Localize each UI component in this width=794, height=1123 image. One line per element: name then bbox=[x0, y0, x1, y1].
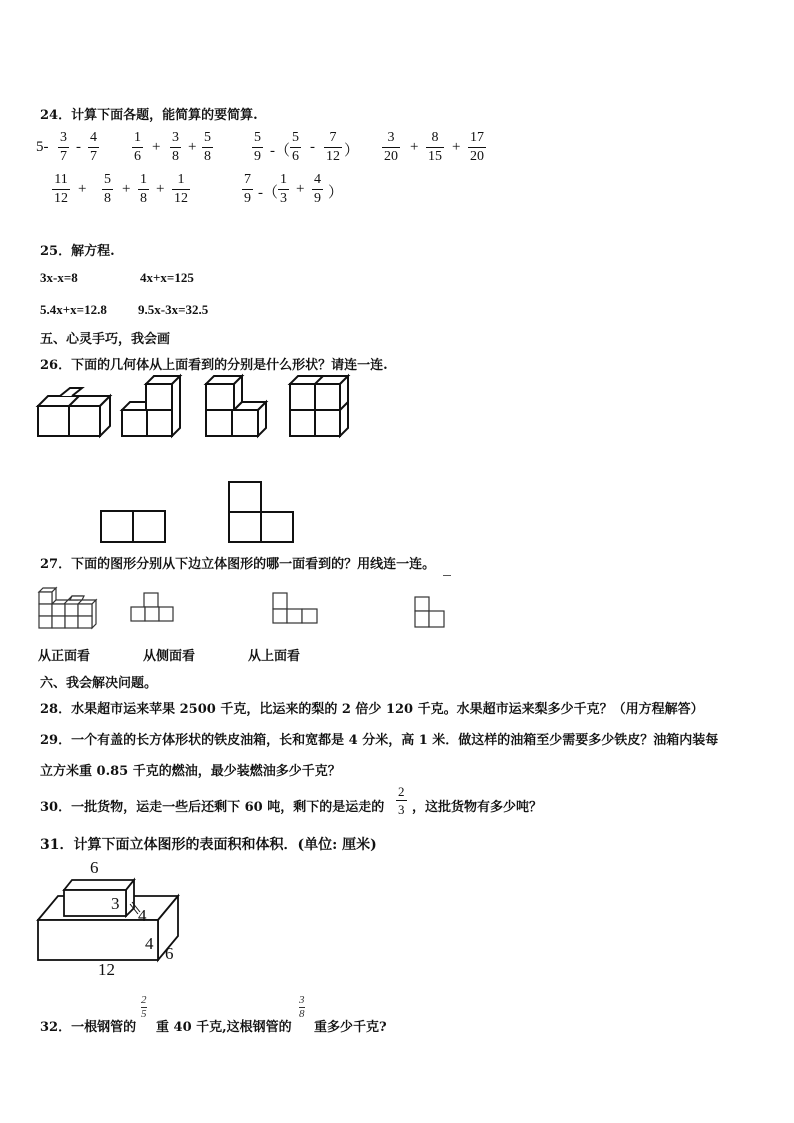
section-5-heading: 五、心灵手巧，我会画 bbox=[40, 332, 171, 347]
cube-figure-3 bbox=[204, 376, 268, 440]
equation-1: 3x-x=8 bbox=[40, 270, 78, 285]
view-label-front: 从正面看 bbox=[38, 649, 91, 664]
section-6-heading: 六、我会解决问题。 bbox=[40, 676, 158, 691]
fraction: 1 12 bbox=[174, 172, 188, 206]
q27-view-2 bbox=[272, 592, 320, 626]
top-view-shape-2 bbox=[228, 481, 294, 543]
fraction: 2 5 bbox=[141, 994, 147, 1020]
fraction: 1 6 bbox=[134, 130, 141, 164]
fraction: 5 8 bbox=[104, 172, 111, 206]
q28-text: 28．水果超市运来苹果 2500 千克，比运来的梨的 2 倍少 120 千克。水果超市运来梨多少千克？（用方程解答） bbox=[40, 702, 704, 717]
q30-text-before: 30．一批货物，运走一些后还剩下 60 吨，剩下的是运走的 bbox=[40, 800, 385, 815]
q27-view-3 bbox=[414, 596, 448, 632]
fraction: 5 6 bbox=[292, 130, 299, 164]
fraction: 7 12 bbox=[326, 130, 340, 164]
q30-text-after: ，这批货物有多少吨？ bbox=[412, 800, 543, 815]
fraction: 8 15 bbox=[428, 130, 442, 164]
q29-text-line-2: 立方米重 0.85 千克的燃油，最少装燃油多少千克？ bbox=[40, 764, 341, 779]
fraction: 3 8 bbox=[299, 994, 305, 1020]
q25-title: 25．解方程. bbox=[40, 244, 115, 259]
fraction: 2 3 bbox=[398, 784, 405, 817]
dimension-label: 6 bbox=[165, 944, 174, 963]
q32-text-part-1: 32．一根钢管的 bbox=[40, 1020, 137, 1035]
q29-text-line-1: 29．一个有盖的长方体形状的铁皮油箱，长和宽都是 4 分米，高 1 米．做这样的油箱至少需要多少铁皮？油箱内装每 bbox=[40, 733, 719, 748]
dimension-label: 4 bbox=[138, 906, 147, 925]
mark bbox=[443, 575, 451, 576]
q26-title: 26．下面的几何体从上面看到的分别是什么形状？请连一连. bbox=[40, 358, 388, 373]
dimension-label: 12 bbox=[98, 960, 115, 979]
fraction: 1 3 bbox=[280, 172, 287, 206]
cube-figure-2 bbox=[120, 376, 184, 440]
fraction: 17 20 bbox=[470, 130, 484, 164]
view-label-side: 从侧面看 bbox=[143, 649, 196, 664]
cube-figure-1 bbox=[36, 392, 106, 440]
fraction: 1 8 bbox=[140, 172, 147, 206]
fraction: 11 12 bbox=[54, 172, 68, 206]
view-label-top: 从上面看 bbox=[248, 649, 301, 664]
fraction: 5 8 bbox=[204, 130, 211, 164]
dimension-label: 6 bbox=[90, 858, 99, 877]
top-view-shape-1 bbox=[100, 510, 166, 544]
q31-title: 31．计算下面立体图形的表面积和体积．(单位: 厘米) bbox=[40, 837, 377, 853]
fraction: 3 7 bbox=[60, 130, 67, 164]
q27-title: 27．下面的图形分别从下边立体图形的哪一面看到的？用线连一连。 bbox=[40, 557, 436, 572]
fraction: 3 8 bbox=[172, 130, 179, 164]
fraction: 7 9 bbox=[244, 172, 251, 206]
q27-view-1 bbox=[130, 592, 176, 624]
dimension-label: 4 bbox=[145, 934, 154, 953]
q32-text-part-3: 重多少千克? bbox=[314, 1020, 387, 1035]
q27-solid-figure bbox=[38, 586, 100, 630]
equation-4: 9.5x-3x=32.5 bbox=[138, 302, 209, 317]
cube-figure-4 bbox=[288, 376, 352, 440]
fraction: 4 9 bbox=[314, 172, 321, 206]
fraction: 5 9 bbox=[254, 130, 261, 164]
fraction: 4 7 bbox=[90, 130, 97, 164]
fraction: 3 20 bbox=[384, 130, 398, 164]
equation-3: 5.4x+x=12.8 bbox=[40, 302, 107, 317]
q32-text-part-2: 重 40 千克,这根钢管的 bbox=[156, 1020, 292, 1035]
equation-2: 4x+x=125 bbox=[140, 270, 194, 285]
q24-title: 24．计算下面各题，能简算的要简算. bbox=[40, 108, 258, 123]
dimension-label: 3 bbox=[111, 894, 120, 913]
